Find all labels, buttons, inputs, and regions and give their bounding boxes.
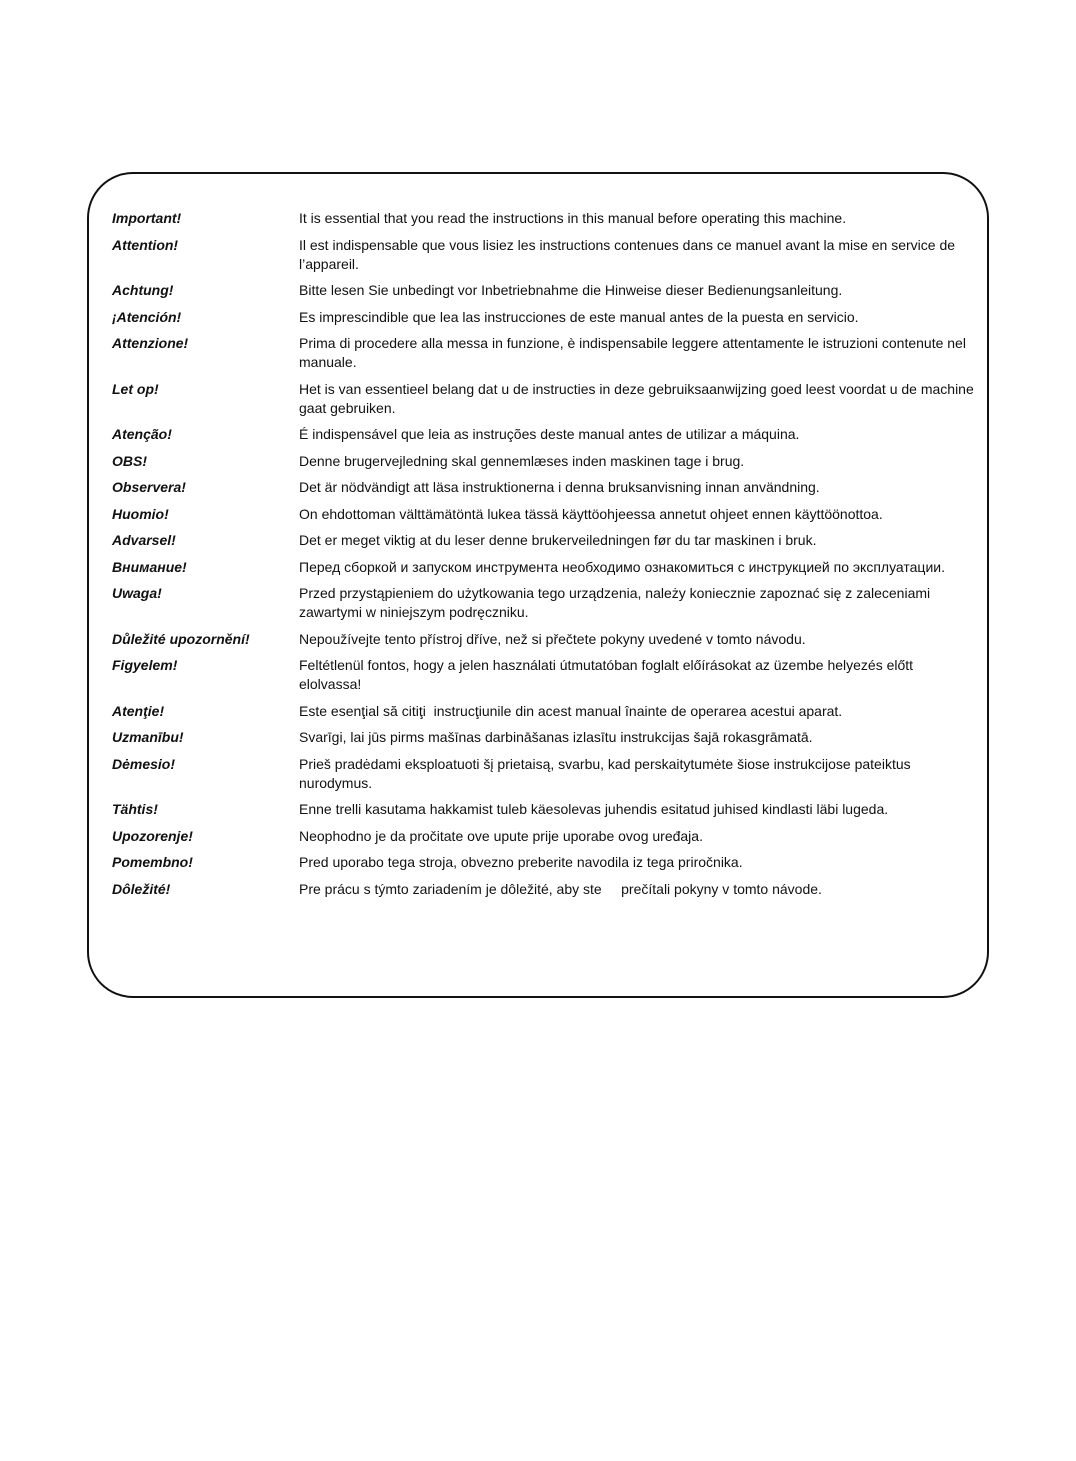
warning-label: ¡Atención! (112, 308, 182, 325)
warning-text: Det är nödvändigt att läsa instruktionerna i denna bruksanvisning innan användning. (299, 479, 820, 495)
warning-row (112, 702, 982, 721)
warning-label: Внимание! (112, 558, 187, 575)
warning-text: Svarīgi, lai jūs pirms mašīnas darbināšanas izlasītu instrukcijas šajā rokasgrāmatā. (299, 729, 813, 745)
warning-label: Figyelem! (112, 657, 178, 673)
warning-label: Observera! (112, 479, 186, 495)
warning-text: Neophodno je da pročitate ove upute prije uporabe ovog uređaja. (299, 827, 703, 844)
warning-label: Advarsel! (112, 532, 176, 548)
warning-text: Det er meget viktig at du leser denne brukerveiledningen før du tar maskinen i bruk. (299, 532, 817, 548)
warning-row (112, 452, 982, 471)
warning-text: Prieš pradėdami eksploatuoti šį prietaisą, svarbu, kad perskaitytumėte šiose instrukcijose pateiktus nurodymus. (299, 755, 915, 791)
warning-label: Important! (112, 210, 182, 226)
warning-label: OBS! (112, 452, 147, 469)
warning-text: É indispensável que leia as instruções deste manual antes de utilizar a máquina. (299, 426, 800, 442)
warning-label: Uwaga! (112, 585, 162, 601)
warning-label: Atenção! (112, 426, 172, 442)
warning-row (112, 478, 982, 497)
warning-row (112, 380, 982, 418)
warning-row (112, 584, 982, 622)
warning-text: Het is van essentieel belang dat u de instructies in deze gebruiksaanwijzing goed leest voordat u de machine gaat gebruiken. (299, 380, 978, 416)
warning-row (112, 853, 982, 872)
warning-text: Pred uporabo tega stroja, obvezno preberite navodila iz tega priročnika. (299, 854, 743, 870)
warning-text: Es imprescindible que lea las instrucciones de este manual antes de la puesta en servicio. (299, 308, 859, 325)
warning-row (112, 236, 982, 274)
warning-label: Atenţie! (112, 702, 165, 719)
warning-text: Перед сборкой и запуском инструмента необходимо ознакомиться с инструкцией по эксплуатации. (299, 558, 945, 575)
warning-row (112, 281, 982, 300)
warning-label: Attenzione! (112, 335, 189, 351)
warning-label: Upozorenje! (112, 827, 193, 844)
warning-text: Denne brugervejledning skal gennemlæses inden maskinen tage i brug. (299, 452, 745, 469)
warning-row (112, 308, 982, 327)
warning-row (112, 800, 982, 819)
warning-row (112, 209, 982, 228)
warning-text: Pre prácu s týmto zariadením je dôležité, aby ste prečítali pokyny v tomto návode. (299, 880, 822, 897)
warning-text: Nepoužívejte tento přístroj dříve, než si přečtete pokyny uvedené v tomto návodu. (299, 630, 806, 647)
warning-text: Este esenţial să citiţi instrucţiunile din acest manual înainte de operarea acestui aparat. (299, 702, 843, 719)
warning-row (112, 505, 982, 524)
warning-text: On ehdottoman välttämätöntä lukea tässä käyttöohjeessa annetut ohjeet ennen käyttöönottoa. (299, 505, 883, 522)
warning-row (112, 728, 982, 747)
warning-row (112, 558, 982, 577)
warning-text: Feltétlenül fontos, hogy a jelen használati útmutatóban foglalt előírásokat az üzembe helyezés előtt elolvassa! (299, 657, 917, 692)
warning-text: Prima di procedere alla messa in funzione, è indispensabile leggere attentamente le istruzioni contenute nel manuale. (299, 335, 970, 370)
warning-row (112, 656, 982, 694)
warning-row (112, 531, 982, 550)
warning-label: Uzmanību! (112, 729, 184, 745)
warning-label: Důležité upozornění! (112, 630, 250, 647)
warning-row (112, 880, 982, 899)
warning-list (112, 209, 982, 906)
warning-label: Attention! (112, 236, 179, 253)
warning-text: Przed przystąpieniem do użytkowania tego urządzenia, należy koniecznie zapoznać się z zaleceniami zawartymi w niniejszym podręczniku. (299, 585, 935, 620)
warning-label: Dėmesio! (112, 755, 176, 772)
warning-row (112, 630, 982, 649)
warning-label: Dôležité! (112, 880, 171, 897)
warning-row (112, 827, 982, 846)
warning-label: Pomembno! (112, 854, 193, 870)
warning-label: Tähtis! (112, 801, 158, 817)
warning-label: Achtung! (112, 282, 174, 298)
warning-row (112, 334, 982, 372)
warning-text: Enne trelli kasutama hakkamist tuleb käesolevas juhendis esitatud juhised kindlasti läbi lugeda. (299, 801, 889, 817)
warning-row (112, 755, 982, 793)
warning-text: Bitte lesen Sie unbedingt vor Inbetriebnahme die Hinweise dieser Bedienungsanleitung. (299, 282, 843, 298)
warning-row (112, 425, 982, 444)
warning-text: It is essential that you read the instructions in this manual before operating this machine. (299, 210, 847, 226)
warning-label: Let op! (112, 380, 159, 397)
warning-text: Il est indispensable que vous lisiez les instructions contenues dans ce manuel avant la mise en service de l’appareil. (299, 236, 959, 272)
warning-label: Huomio! (112, 505, 169, 522)
